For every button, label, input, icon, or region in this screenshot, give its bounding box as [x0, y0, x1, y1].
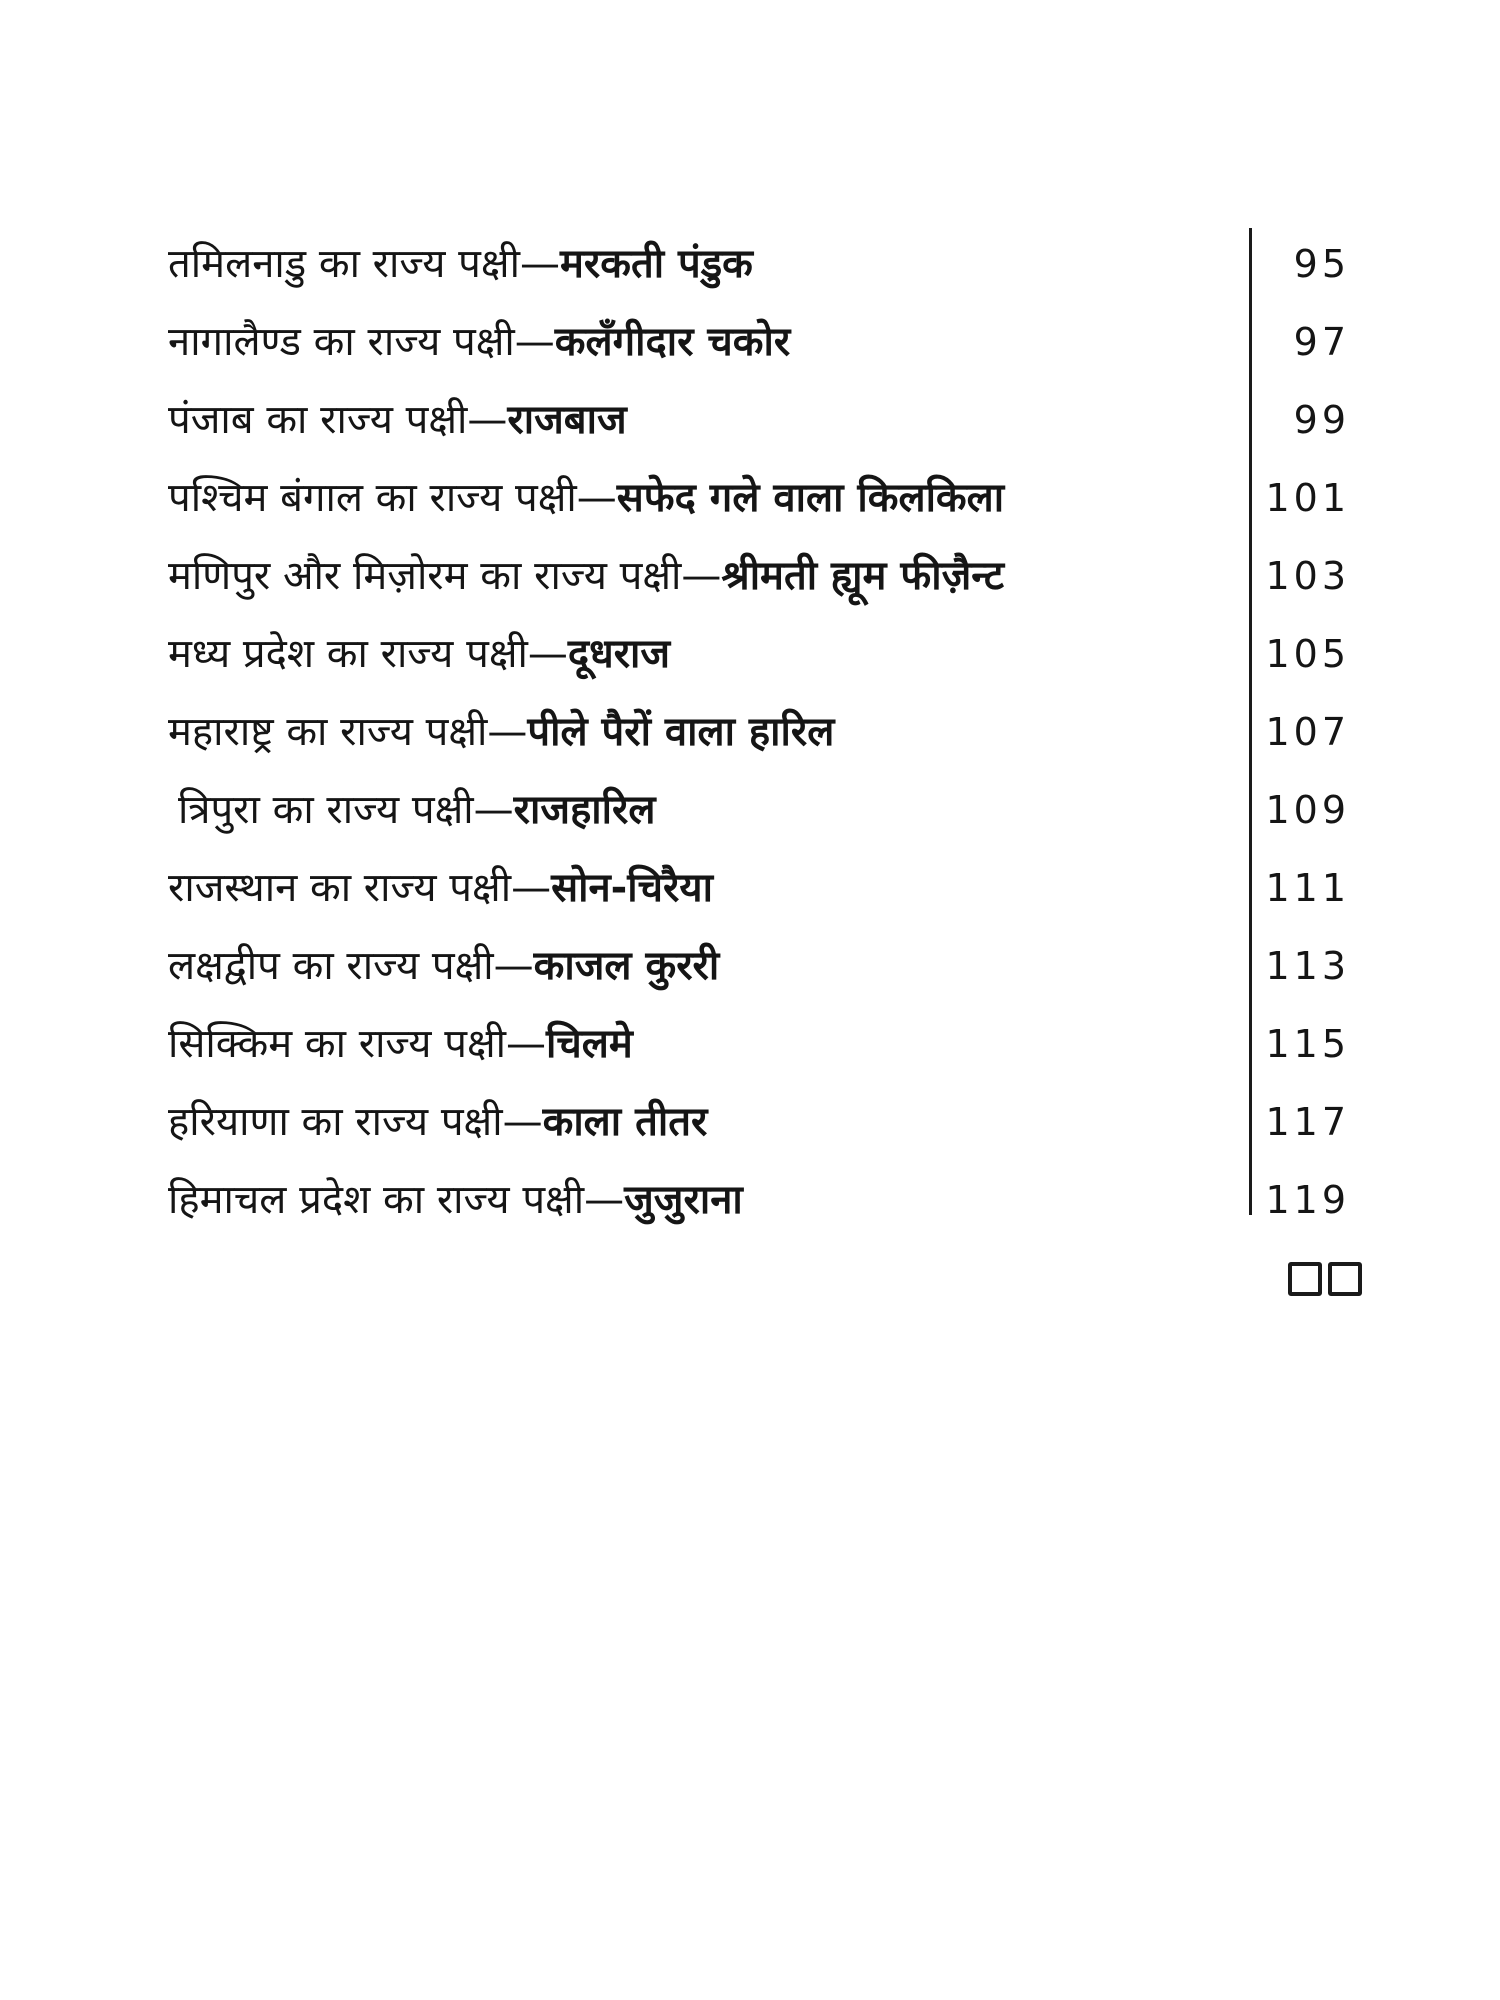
- square-icon: [1328, 1262, 1362, 1296]
- entry-state-label: मध्य प्रदेश का राज्य पक्षी—: [168, 631, 568, 677]
- toc-entry: [168, 1083, 707, 1161]
- page-number: 119: [1265, 1178, 1350, 1222]
- page-number: 107: [1265, 710, 1350, 754]
- entry-bird-name: सोन-चिरैया: [551, 865, 713, 911]
- entry-bird-name: श्रीमती ह्यूम फीज़ैन्ट: [721, 553, 1004, 599]
- entry-bird-name: मरकती पंडुक: [559, 241, 753, 287]
- toc-entry: [178, 771, 656, 849]
- entry-bird-name: राजबाज: [507, 397, 627, 443]
- toc-entry: [168, 1005, 633, 1083]
- toc-entry: [168, 225, 753, 303]
- page-number: 95: [1293, 242, 1350, 286]
- toc-row: [0, 927, 1500, 1005]
- toc-row: [0, 615, 1500, 693]
- toc-entry: [168, 927, 719, 1005]
- page-number: 97: [1293, 320, 1350, 364]
- entry-state-label: सिक्किम का राज्य पक्षी—: [168, 1021, 546, 1067]
- toc-entry: [168, 459, 1004, 537]
- toc-entry: [168, 849, 713, 927]
- toc-row: [0, 1161, 1500, 1239]
- entry-state-label: मणिपुर और मिज़ोरम का राज्य पक्षी—: [168, 553, 722, 599]
- toc-entry: [168, 537, 1004, 615]
- toc-row: [0, 459, 1500, 537]
- toc-entry: [168, 303, 790, 381]
- entry-bird-name: पीले पैरों वाला हारिल: [527, 709, 835, 755]
- toc-entry: [168, 693, 834, 771]
- toc-row: [0, 849, 1500, 927]
- entry-state-label: पश्चिम बंगाल का राज्य पक्षी—: [168, 475, 617, 521]
- page-number: 115: [1265, 1022, 1350, 1066]
- entry-bird-name: काला तीतर: [542, 1099, 708, 1145]
- page-number: 113: [1265, 944, 1350, 988]
- entry-state-label: महाराष्ट्र का राज्य पक्षी—: [168, 709, 528, 755]
- toc-row: [0, 1005, 1500, 1083]
- entry-state-label: नागालैण्ड का राज्य पक्षी—: [168, 319, 555, 365]
- toc-row: [0, 303, 1500, 381]
- toc-entry: [168, 381, 627, 459]
- toc-row: [0, 225, 1500, 303]
- page-number: 101: [1265, 476, 1350, 520]
- toc-row: [0, 771, 1500, 849]
- page-number: 99: [1293, 398, 1350, 442]
- entry-bird-name: जुजुराना: [624, 1177, 743, 1223]
- entry-bird-name: सफेद गले वाला किलकिला: [616, 475, 1005, 521]
- end-of-section-mark: [1288, 1262, 1362, 1302]
- entry-state-label: लक्षद्वीप का राज्य पक्षी—: [168, 943, 534, 989]
- entry-bird-name: चिलमे: [545, 1021, 633, 1067]
- toc-row: [0, 381, 1500, 459]
- entry-state-label: राजस्थान का राज्य पक्षी—: [168, 865, 552, 911]
- toc-row: [0, 537, 1500, 615]
- entry-bird-name: कलँगीदार चकोर: [554, 319, 791, 365]
- entry-state-label: त्रिपुरा का राज्य पक्षी—: [178, 787, 514, 833]
- entry-bird-name: राजहारिल: [513, 787, 656, 833]
- page-number: 117: [1265, 1100, 1350, 1144]
- page-number: 111: [1265, 866, 1350, 910]
- square-icon: [1288, 1262, 1322, 1296]
- page-number: 109: [1265, 788, 1350, 832]
- entry-state-label: पंजाब का राज्य पक्षी—: [168, 397, 508, 443]
- toc-entry: [168, 1161, 743, 1239]
- entry-state-label: तमिलनाडु का राज्य पक्षी—: [168, 241, 560, 287]
- entry-state-label: हरियाणा का राज्य पक्षी—: [168, 1099, 543, 1145]
- entry-bird-name: दूधराज: [567, 631, 671, 677]
- toc-entry: [168, 615, 670, 693]
- toc-row: [0, 693, 1500, 771]
- page-number: 105: [1265, 632, 1350, 676]
- entry-bird-name: काजल कुररी: [533, 943, 720, 989]
- page-number: 103: [1265, 554, 1350, 598]
- entry-state-label: हिमाचल प्रदेश का राज्य पक्षी—: [168, 1177, 625, 1223]
- toc-row: [0, 1083, 1500, 1161]
